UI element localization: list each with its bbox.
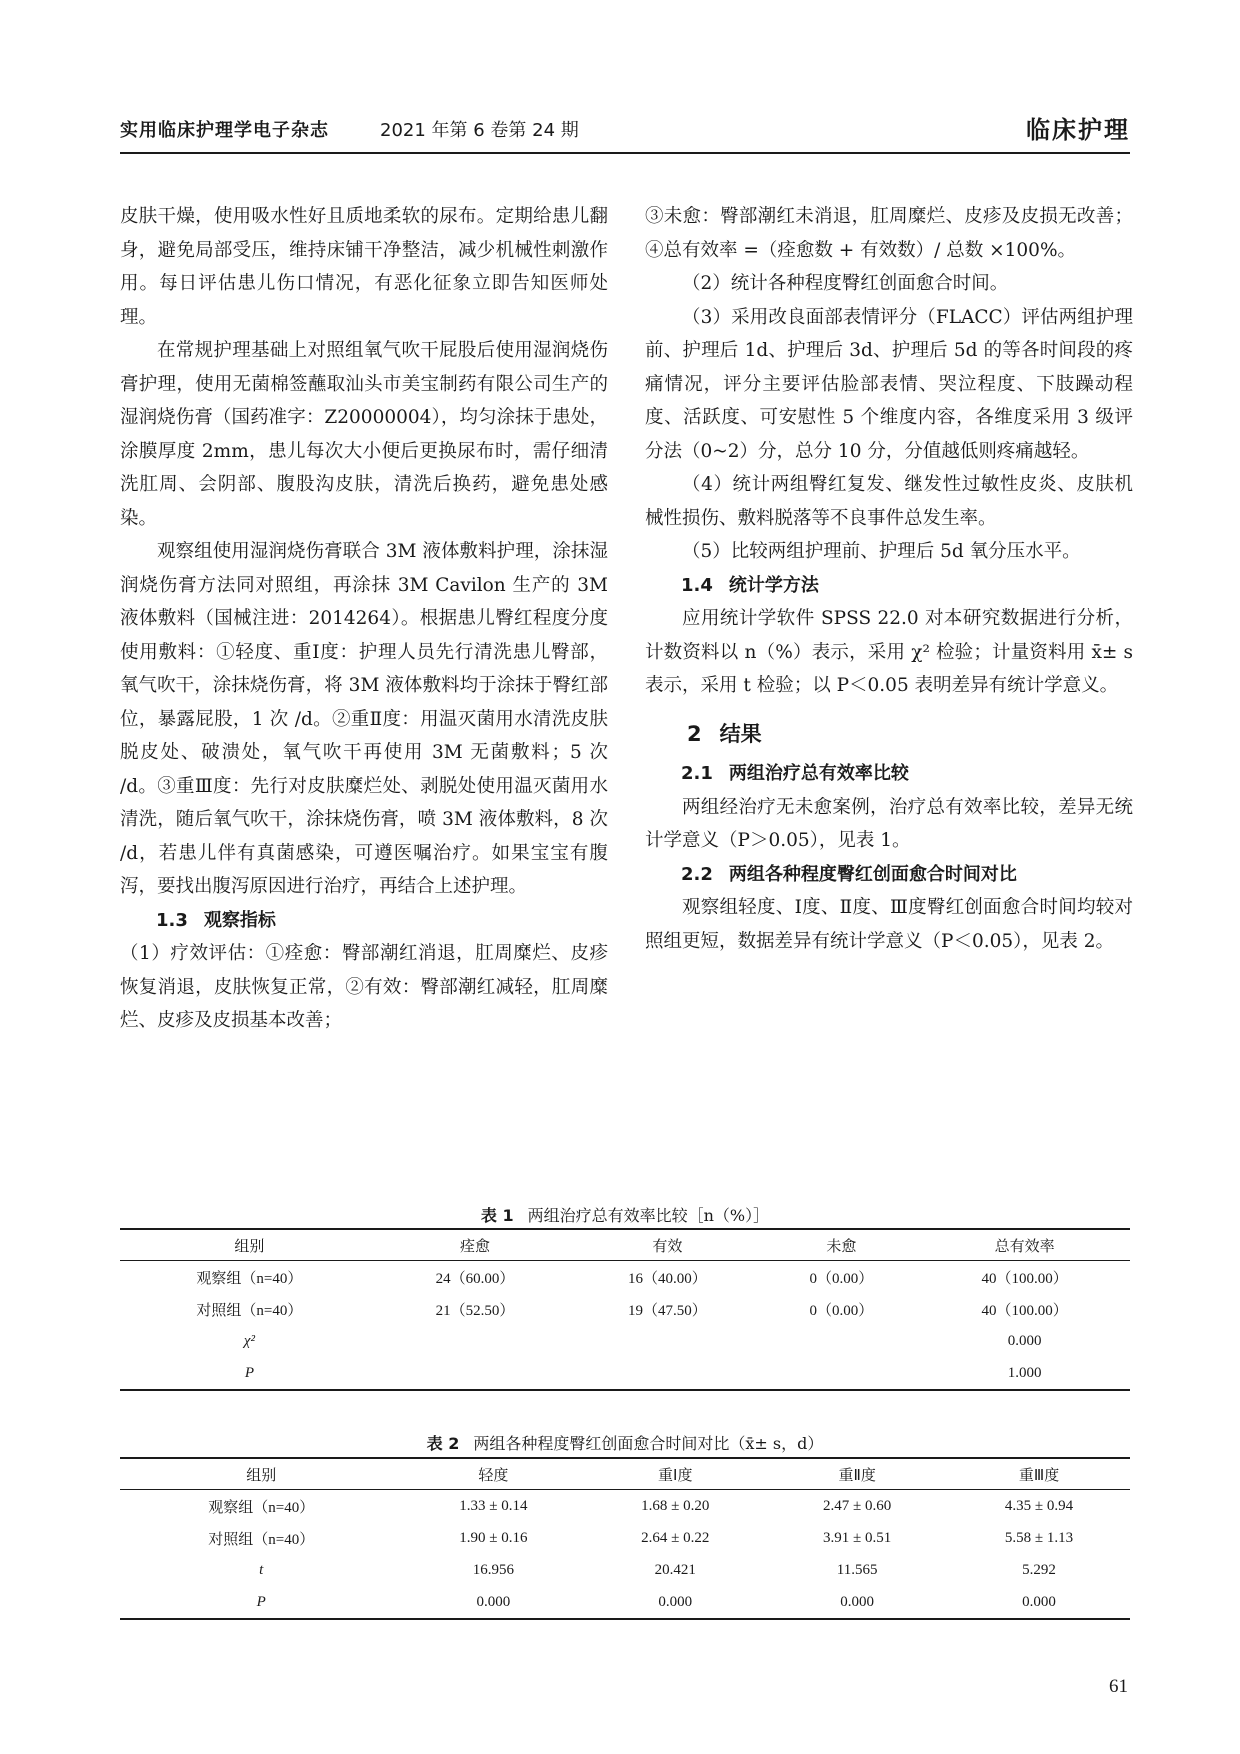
left-column <box>120 200 608 1038</box>
paragraph: 皮肤干燥，使用吸水性好且质地柔软的尿布。定期给患儿翻身，避免局部受压，维持床铺干净整洁，减少机械性刺激作用。每日评估患儿伤口情况，有恶化征象立即告知医师处理。 <box>120 206 608 328</box>
table-cell: 观察组（n=40） <box>208 1499 315 1516</box>
paragraph: （1）疗效评估：①痊愈：臀部潮红消退，肛周糜烂、皮疹恢复消退，皮肤恢复正常，②有效：臀部潮红减轻，肛周糜烂、皮疹及皮损基本改善； <box>120 943 608 1031</box>
table-cell <box>571 1357 763 1390</box>
table-row <box>120 1490 1130 1523</box>
running-header <box>120 108 1130 148</box>
section-heading-2-1 <box>645 757 1133 791</box>
paragraph: 观察组轻度、Ⅰ度、Ⅱ度、Ⅲ度臀红创面愈合时间均较对照组更短，数据差异有统计学意义（P＜0.05），见表 2。 <box>645 897 1133 952</box>
table-row <box>120 1261 1130 1294</box>
heading-number: 2.2 <box>681 863 713 885</box>
table-cell: 40（100.00） <box>981 1270 1068 1287</box>
table-row <box>120 1554 1130 1586</box>
section-heading-2 <box>645 718 1133 752</box>
table-cell: P <box>244 1364 254 1381</box>
paragraph: 在常规护理基础上对照组氧气吹干屁股后使用湿润烧伤膏护理，使用无菌棉签蘸取汕头市美宝制药有限公司生产的湿润烧伤膏（国药准字：Z20000004），均匀涂抹于患处，涂膜厚度 2mm，患儿每次大小便后更换尿布时，需仔细清洗肛周、会阴部、腹股沟皮肤，清洗后换药，避免患处感染。 <box>120 340 608 529</box>
table-2 <box>120 1457 1130 1620</box>
table-label: 表 1 <box>480 1206 514 1225</box>
table-cell <box>764 1325 920 1357</box>
column-header: 重Ⅲ度 <box>948 1458 1130 1490</box>
table-cell: 20.421 <box>654 1561 696 1578</box>
table-cell: 0.000 <box>840 1593 875 1610</box>
table-cell: 16（40.00） <box>627 1270 707 1287</box>
table-cell: 1.68 ± 0.20 <box>641 1497 710 1514</box>
column-header: 重Ⅱ度 <box>766 1458 948 1490</box>
column-header: 有效 <box>571 1229 763 1261</box>
heading-number: 2.1 <box>681 763 713 784</box>
column-header: 痊愈 <box>379 1229 571 1261</box>
heading-title: 统计学方法 <box>728 574 819 596</box>
heading-title: 两组各种程度臀红创面愈合时间对比 <box>728 863 1017 885</box>
table-title: 两组治疗总有效率比较［n（%）］ <box>527 1206 770 1225</box>
paragraph: （4）统计两组臀红复发、继发性过敏性皮炎、皮肤机械性损伤、敷料脱落等不良事件总发生率。 <box>645 474 1133 529</box>
paragraph: ③未愈：臀部潮红未消退，肛周糜烂、皮疹及皮损无改善；④总有效率 =（痊愈数 + 有效数）/ 总数 ×100%。 <box>645 206 1133 261</box>
table-cell: 0.000 <box>658 1593 693 1610</box>
paragraph: （3）采用改良面部表情评分（FLACC）评估两组护理前、护理后 1d、护理后 3d、护理后 5d 的等各时间段的疼痛情况，评分主要评估脸部表情、哭泣程度、下肢躁动程度、活跃度、可安慰性 5 个维度内容，各维度采用 3 级评分法（0~2）分，总分 10 分，分值越低则疼痛越轻。 <box>645 306 1133 462</box>
column-header: 未愈 <box>764 1229 920 1261</box>
heading-number: 1.4 <box>681 574 713 596</box>
paragraph: 观察组使用湿润烧伤膏联合 3M 液体敷料护理，涂抹湿润烧伤膏方法同对照组，再涂抹 3M Cavilon 生产的 3M 液体敷料（国械注进：2014264）。根据患儿臀红程度分度使用敷料：①轻度、重Ⅰ度：护理人员先行清洗患儿臀部，氧气吹干，涂抹烧伤膏，将 3M 液体敷料均于涂抹于臀红部位，暴露屁股，1 次 /d。②重Ⅱ度：用温灭菌用水清洗皮肤脱皮处、破溃处，氧气吹干再使用 3M 无菌敷料；5 次 /d。③重Ⅲ度：先行对皮肤糜烂处、剥脱处使用温灭菌用水清洗，随后氧气吹干，涂抹烧伤膏，喷 3M 液体敷料，8 次 /d，若患儿伴有真菌感染，可遵医嘱治疗。如果宝宝有腹泻，要找出腹泻原因进行治疗，再结合上述护理。 <box>120 541 608 897</box>
table-row <box>120 1586 1130 1619</box>
table-cell: 0.000 <box>1007 1332 1042 1349</box>
header-rule <box>120 152 1130 154</box>
table-cell: 1.90 ± 0.16 <box>459 1529 528 1546</box>
paragraph: （5）比较两组护理前、护理后 5d 氧分压水平。 <box>682 541 1081 562</box>
column-header: 轻度 <box>402 1458 584 1490</box>
table-title: 两组各种程度臀红创面愈合时间对比（x̄± s，d） <box>473 1434 824 1453</box>
column-header: 重Ⅰ度 <box>584 1458 766 1490</box>
table-2-caption <box>120 1431 1130 1454</box>
table-cell: 11.565 <box>836 1561 878 1578</box>
heading-number: 1.3 <box>156 909 188 931</box>
table-cell <box>379 1325 571 1357</box>
table-cell <box>764 1357 920 1390</box>
table-row <box>120 1357 1130 1390</box>
table-cell <box>379 1357 571 1390</box>
table-cell: P <box>256 1593 266 1610</box>
page-number: 61 <box>1109 1676 1128 1697</box>
table-label: 表 2 <box>426 1434 460 1453</box>
table-row <box>120 1325 1130 1357</box>
section-heading-1-3 <box>120 904 608 938</box>
table-cell: 观察组（n=40） <box>196 1270 303 1287</box>
section-heading-2-2 <box>645 858 1133 892</box>
table-cell: 2.47 ± 0.60 <box>823 1497 892 1514</box>
table-cell: t <box>259 1561 264 1578</box>
table-cell: 1.000 <box>1007 1364 1042 1381</box>
table-cell: 5.58 ± 1.13 <box>1004 1529 1074 1546</box>
table-cell: 2.64 ± 0.22 <box>641 1529 710 1546</box>
table-cell: 0.000 <box>1022 1593 1056 1610</box>
section-title: 临床护理 <box>1026 116 1130 144</box>
heading-title: 结果 <box>719 721 762 746</box>
table-1-caption <box>120 1203 1130 1226</box>
journal-name: 实用临床护理学电子杂志 <box>120 120 329 141</box>
table-cell: 对照组（n=40） <box>196 1302 303 1319</box>
table-row <box>120 1522 1130 1554</box>
table-cell: 5.292 <box>1022 1561 1056 1578</box>
table-cell: 16.956 <box>472 1561 515 1578</box>
column-header: 组别 <box>120 1458 402 1490</box>
table-cell: 4.35 ± 0.94 <box>1004 1497 1074 1514</box>
table-cell: 0（0.00） <box>809 1302 874 1319</box>
table-cell: χ² <box>243 1332 255 1349</box>
issue-info: 2021 年第 6 卷第 24 期 <box>380 120 579 141</box>
table-row <box>120 1293 1130 1325</box>
table-cell: 1.33 ± 0.14 <box>459 1497 528 1514</box>
section-heading-1-4 <box>645 569 1133 603</box>
column-header: 总有效率 <box>919 1229 1130 1261</box>
paragraph: 应用统计学软件 SPSS 22.0 对本研究数据进行分析，计数资料以 n（%）表示，采用 χ² 检验；计量资料用 x̄± s 表示，采用 t 检验；以 P＜0.05 表明差异有统计学意义。 <box>645 608 1133 696</box>
table-1 <box>120 1228 1130 1391</box>
table-cell: 0.000 <box>476 1593 511 1610</box>
heading-title: 两组治疗总有效率比较 <box>728 763 909 784</box>
paragraph: （2）统计各种程度臀红创面愈合时间。 <box>682 273 1009 294</box>
table-cell: 19（47.50） <box>627 1302 707 1319</box>
table-cell <box>571 1325 763 1357</box>
table-cell: 3.91 ± 0.51 <box>823 1529 892 1546</box>
table-cell: 24（60.00） <box>435 1270 515 1287</box>
paragraph: 两组经治疗无未愈案例，治疗总有效率比较，差异无统计学意义（P＞0.05），见表 1。 <box>645 796 1133 851</box>
table-cell: 对照组（n=40） <box>208 1531 315 1548</box>
table-cell: 0（0.00） <box>809 1270 874 1287</box>
heading-number: 2 <box>687 721 702 746</box>
table-cell: 21（52.50） <box>435 1302 515 1319</box>
right-column <box>645 200 1133 958</box>
column-header: 组别 <box>120 1229 379 1261</box>
table-cell: 40（100.00） <box>981 1302 1068 1319</box>
heading-title: 观察指标 <box>203 909 276 931</box>
